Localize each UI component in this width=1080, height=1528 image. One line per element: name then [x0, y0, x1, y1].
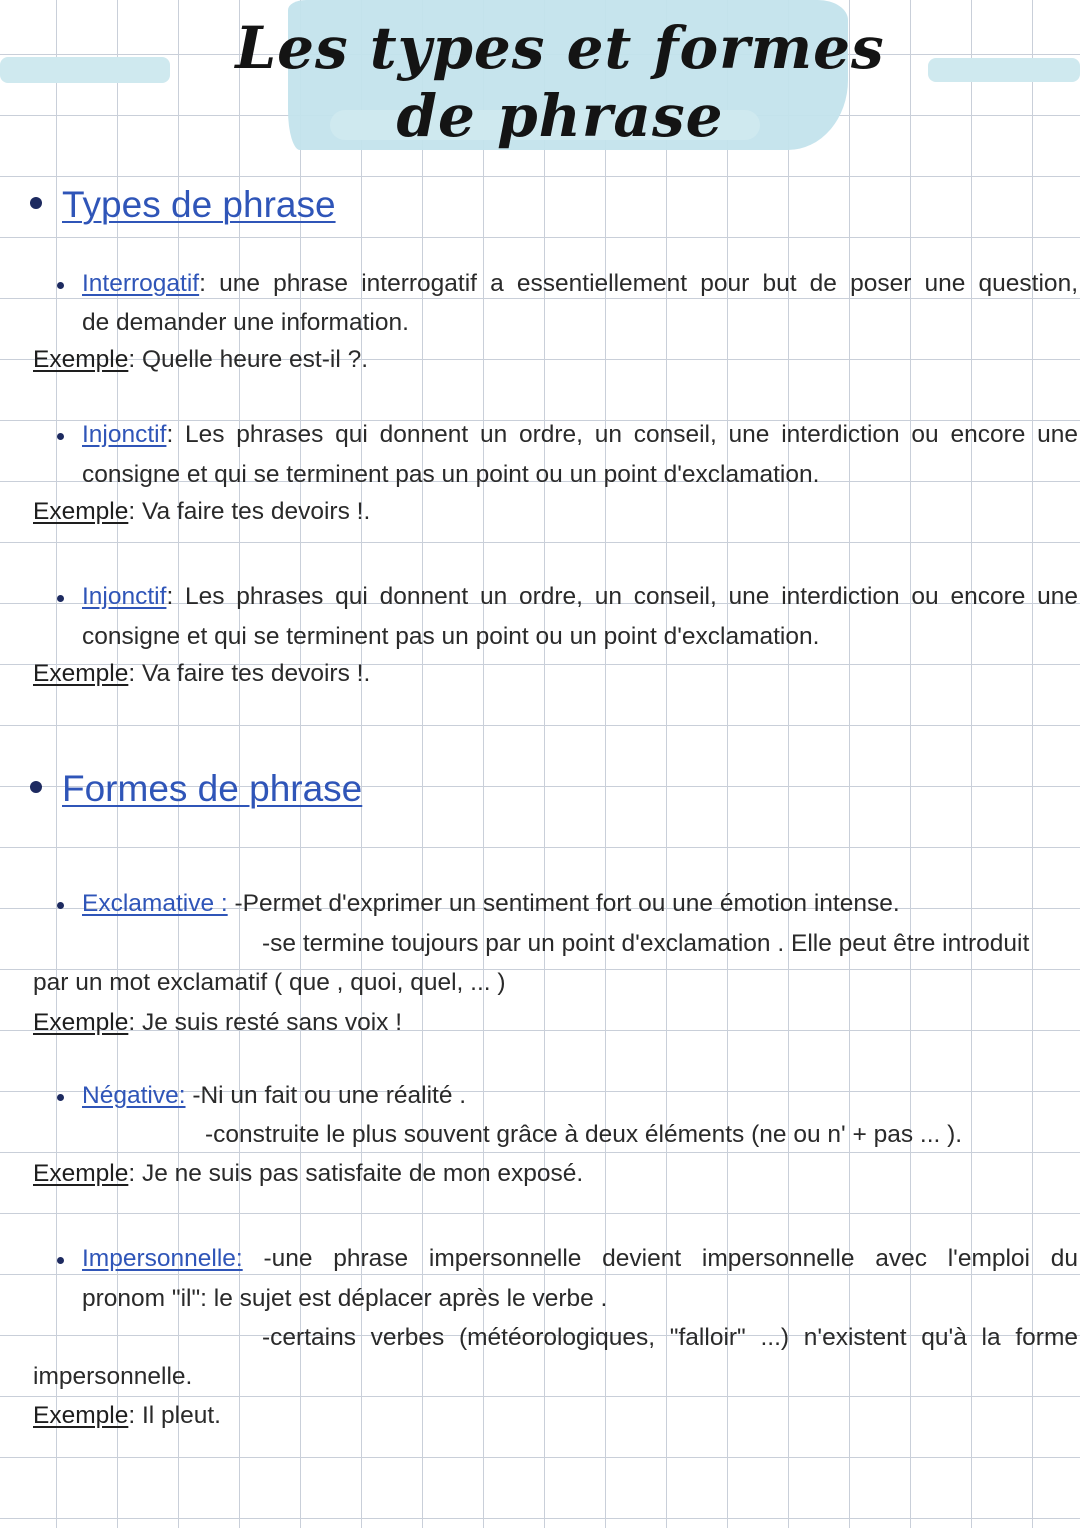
section-heading-label: Types de phrase [62, 184, 336, 225]
decor-band-right [928, 58, 1080, 82]
example-text: : Va faire tes devoirs !. [128, 498, 371, 525]
definition-line: par un mot exclamatif ( que , quoi, quel, ... ) [33, 969, 506, 996]
definition-line: de demander une information. [82, 309, 409, 336]
definition-line: consigne et qui se terminent pas un point ou un point d'exclamation. [82, 623, 820, 650]
definition-line [82, 421, 1078, 449]
decor-band-left [0, 57, 170, 83]
section-heading-label: Formes de phrase [62, 768, 363, 809]
definition-text: : Les phrases qui donnent un ordre, un conseil, une interdiction ou encore une [166, 583, 1078, 610]
term-negative: Négative: [82, 1082, 186, 1109]
definition-line [82, 1245, 1078, 1273]
example-line [33, 660, 370, 688]
definition-text: -Permet d'exprimer un sentiment fort ou une émotion intense. [227, 890, 900, 917]
example-line [33, 346, 368, 374]
definition-line: -se termine toujours par un point d'exclamation . Elle peut être introduit [262, 930, 1030, 957]
bullet-icon [57, 595, 64, 602]
example-line [33, 498, 370, 526]
term-impersonnelle: Impersonnelle: [82, 1245, 243, 1272]
definition-line [82, 270, 1078, 298]
example-text: : Je ne suis pas satisfaite de mon exposé. [128, 1160, 584, 1187]
term-interrogatif: Interrogatif [82, 270, 200, 297]
section-heading-formes [30, 768, 362, 810]
definition-text: -Ni un fait ou une réalité . [185, 1082, 467, 1109]
example-text: : Je suis resté sans voix ! [128, 1009, 403, 1036]
section-heading-types [30, 184, 336, 226]
definition-line [82, 890, 900, 918]
bullet-icon [57, 1094, 64, 1101]
bullet-icon [57, 282, 64, 289]
bullet-icon [57, 433, 64, 440]
example-label: Exemple [33, 1160, 129, 1187]
example-text: : Va faire tes devoirs !. [128, 660, 371, 687]
page-title: Les types et formes de phrase [235, 14, 885, 150]
example-line [33, 1402, 221, 1430]
example-text: : Il pleut. [128, 1402, 221, 1429]
example-text: : Quelle heure est-il ?. [128, 346, 369, 373]
bullet-icon [57, 1257, 64, 1264]
definition-text: : une phrase interrogatif a essentiellement pour but de poser une question, [199, 270, 1078, 297]
definition-line: impersonnelle. [33, 1363, 193, 1390]
example-label: Exemple [33, 660, 129, 687]
definition-line [82, 1082, 466, 1110]
definition-line: consigne et qui se terminent pas un point ou un point d'exclamation. [82, 461, 820, 488]
term-injonctif: Injonctif [82, 421, 167, 448]
example-label: Exemple [33, 498, 129, 525]
bullet-icon [30, 197, 42, 209]
bullet-icon [57, 902, 64, 909]
term-exclamative: Exclamative : [82, 890, 228, 917]
definition-line: pronom "il": le sujet est déplacer après le verbe . [82, 1285, 608, 1312]
definition-text: -une phrase impersonnelle devient impersonnelle avec l'emploi du [242, 1245, 1078, 1272]
example-line [33, 1009, 402, 1037]
definition-line [82, 583, 1078, 611]
example-label: Exemple [33, 1402, 129, 1429]
definition-line: -certains verbes (météorologiques, "falloir" ...) n'existent qu'à la forme [262, 1324, 1078, 1351]
example-label: Exemple [33, 1009, 129, 1036]
example-label: Exemple [33, 346, 129, 373]
bullet-icon [30, 781, 42, 793]
definition-text: : Les phrases qui donnent un ordre, un conseil, une interdiction ou encore une [166, 421, 1078, 448]
example-line [33, 1160, 583, 1188]
term-injonctif: Injonctif [82, 583, 167, 610]
definition-line: -construite le plus souvent grâce à deux éléments (ne ou n' + pas ... ). [205, 1121, 963, 1148]
